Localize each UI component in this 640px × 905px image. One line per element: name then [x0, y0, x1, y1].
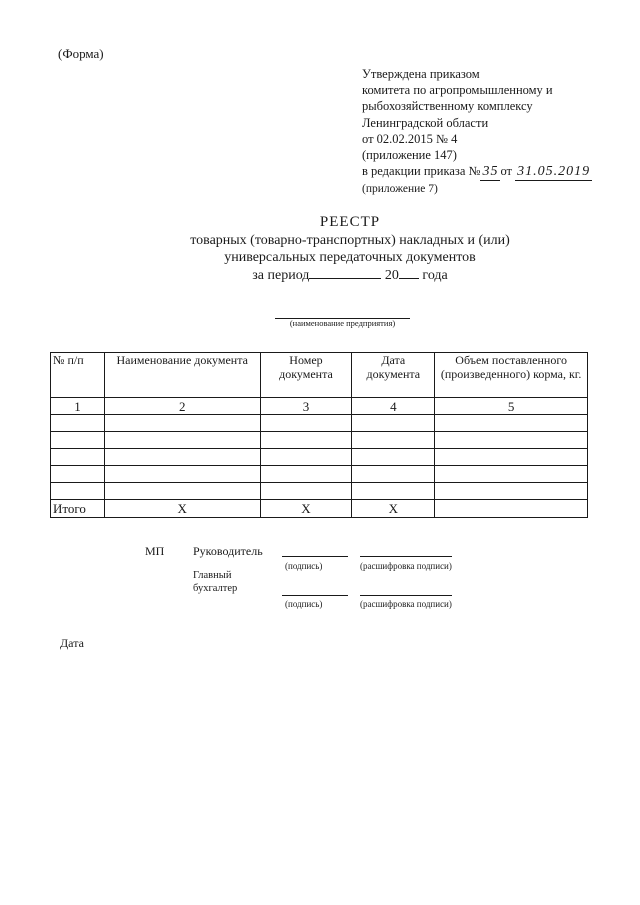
table-cell: [352, 415, 435, 432]
head-label: Руководитель: [193, 544, 263, 558]
approval-line: от 02.02.2015 № 4: [362, 131, 458, 146]
table-cell: [51, 466, 105, 483]
column-number: 4: [352, 398, 435, 415]
accountant-signature-caption: (подпись): [285, 599, 323, 609]
header-doc-number: Номер документа: [260, 353, 352, 398]
approval-line: Ленинградской области: [362, 115, 489, 130]
table-cell: [260, 483, 352, 500]
period-line: [0, 266, 640, 285]
column-number: 3: [260, 398, 352, 415]
period-year-prefix: 20: [384, 268, 399, 283]
revision-date: 31.05.2019: [515, 164, 592, 181]
document-title: РЕЕСТР: [319, 214, 381, 230]
table-cell: [435, 432, 588, 449]
column-number: 5: [435, 398, 588, 415]
table-cell: [104, 449, 260, 466]
table-cell: [435, 483, 588, 500]
head-signature-caption: (подпись): [285, 561, 323, 571]
table-cell: [352, 432, 435, 449]
table-cell: [352, 483, 435, 500]
table-cell: [104, 415, 260, 432]
approval-line: комитета по агропромышленному и: [362, 83, 553, 98]
header-doc-name: Наименование документа: [104, 353, 260, 398]
table-cell: [260, 415, 352, 432]
approval-block: [362, 66, 592, 198]
revision-number: 35: [480, 164, 500, 181]
stamp-label: МП: [145, 544, 165, 558]
table-cell: [260, 466, 352, 483]
column-number-row: [51, 398, 588, 415]
accountant-decode-line: [360, 595, 452, 596]
year-blank: [399, 266, 419, 279]
table-cell: [352, 449, 435, 466]
accountant-label-line-2: бухгалтер: [193, 583, 238, 594]
total-mark: X: [260, 500, 352, 518]
table-cell: [51, 449, 105, 466]
organization-caption: (наименование предприятия): [289, 318, 396, 328]
accountant-decode-caption: (расшифровка подписи): [360, 599, 452, 609]
approval-line: рыбохозяйственному комплексу: [362, 99, 533, 114]
table-cell: [104, 466, 260, 483]
table-cell: [352, 466, 435, 483]
header-volume: Объем поставленного (произведенного) корма, кг.: [435, 353, 588, 398]
document-subtitle: [0, 233, 640, 285]
column-number: 2: [104, 398, 260, 415]
total-label: Итого: [51, 500, 105, 518]
accountant-label-line-1: Главный: [193, 570, 232, 581]
table-row: [51, 483, 588, 500]
accountant-signature-line: [282, 595, 348, 596]
total-row: [51, 500, 588, 518]
column-number: 1: [51, 398, 105, 415]
revision-prefix: в редакции приказа №: [362, 164, 481, 179]
table-row: [51, 415, 588, 432]
table-cell: [51, 415, 105, 432]
header-number: № п/п: [51, 353, 105, 398]
form-label: (Форма): [58, 46, 104, 61]
table-cell: [51, 483, 105, 500]
table-row: [51, 449, 588, 466]
table-row: [51, 432, 588, 449]
period-blank: [309, 266, 381, 279]
approval-line: Утверждена приказом: [362, 67, 480, 81]
head-decode-line: [360, 556, 452, 557]
total-volume: [435, 500, 588, 518]
date-label: Дата: [60, 636, 84, 650]
table-cell: [260, 432, 352, 449]
subtitle-line-1: товарных (товарно-транспортных) накладных и (или): [190, 233, 510, 248]
total-mark: X: [352, 500, 435, 518]
header-doc-date: Дата документа: [352, 353, 435, 398]
approval-line: (приложение 147): [362, 148, 457, 163]
table-cell: [104, 432, 260, 449]
revision-from: от: [500, 164, 512, 179]
table-row: [51, 466, 588, 483]
head-decode-caption: (расшифровка подписи): [360, 561, 452, 571]
table-cell: [435, 449, 588, 466]
table-header-row: [51, 353, 588, 398]
period-prefix: за период: [252, 268, 310, 283]
total-mark: X: [104, 500, 260, 518]
table-cell: [104, 483, 260, 500]
table-cell: [435, 466, 588, 483]
registry-table: [50, 352, 588, 518]
period-suffix: года: [422, 268, 448, 283]
head-signature-line: [282, 556, 348, 557]
subtitle-line-2: универсальных передаточных документов: [224, 249, 476, 265]
table-cell: [51, 432, 105, 449]
table-cell: [260, 449, 352, 466]
table-cell: [435, 415, 588, 432]
revision-line: [362, 163, 592, 181]
appendix-line: (приложение 7): [362, 183, 438, 196]
